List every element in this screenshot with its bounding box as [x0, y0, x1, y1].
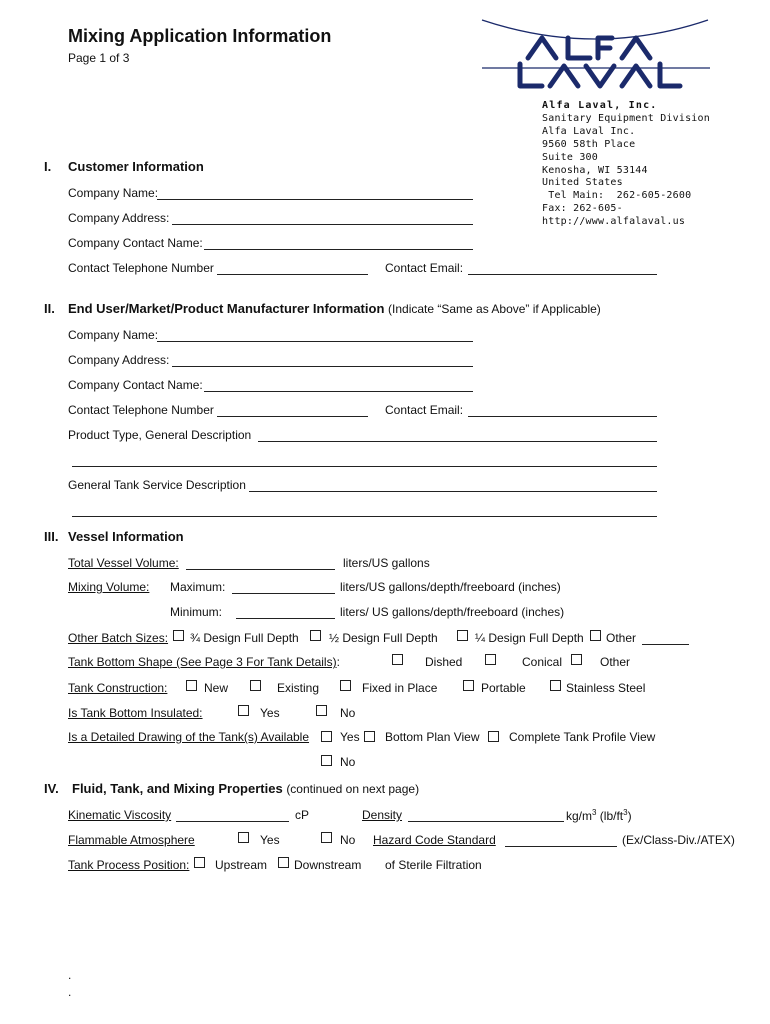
bottom-plan-label: Bottom Plan View [385, 730, 480, 744]
upstream-checkbox[interactable] [194, 857, 205, 868]
dished-checkbox[interactable] [392, 654, 403, 665]
address-company-name: Alfa Laval, Inc. [542, 100, 658, 111]
s1-company-address-field[interactable] [172, 224, 473, 225]
flammable-no-checkbox[interactable] [321, 832, 332, 843]
portable-checkbox[interactable] [463, 680, 474, 691]
bottom-shape-colon: : [336, 655, 340, 669]
total-volume-label: Total Vessel Volume: [68, 556, 179, 570]
batch-other-field[interactable] [642, 644, 689, 645]
viscosity-label: Kinematic Viscosity [68, 808, 172, 822]
upstream-label: Upstream [215, 858, 268, 872]
address-suite: Suite 300 [542, 151, 598, 163]
s2-telephone-label: Contact Telephone Number [68, 403, 214, 417]
construction-label: Tank Construction: [68, 681, 168, 695]
s1-email-label: Contact Email: [385, 261, 464, 275]
sterile-filtration-label: of Sterile Filtration [385, 858, 482, 872]
address-fax: Fax: 262-605- [542, 203, 623, 215]
footer-dot-2: . [68, 985, 72, 999]
batch-12-checkbox[interactable] [310, 630, 321, 641]
insulated-no-checkbox[interactable] [316, 705, 327, 716]
s2-contact-name-label: Company Contact Name: [68, 378, 203, 392]
flammable-no-label: No [340, 833, 356, 847]
density-sup-1: 3 [592, 808, 597, 817]
batch-34-label: ¾ Design Full Depth [190, 631, 299, 645]
s1-telephone-label: Contact Telephone Number [68, 261, 214, 275]
s1-company-name-label: Company Name: [68, 186, 159, 200]
footer-dot-1: . [68, 968, 72, 982]
minimum-unit: liters/ US gallons/depth/freeboard (inches) [340, 605, 565, 619]
section1-title: Customer Information [68, 159, 204, 174]
mixing-volume-label: Mixing Volume: [68, 580, 150, 594]
minimum-field[interactable] [236, 618, 335, 619]
maximum-field[interactable] [232, 593, 335, 594]
address-street: 9560 58th Place [542, 138, 636, 150]
conical-label: Conical [522, 655, 563, 669]
maximum-unit: liters/US gallons/depth/freeboard (inches) [340, 580, 561, 594]
bottom-shape-label [68, 655, 340, 669]
new-checkbox[interactable] [186, 680, 197, 691]
flammable-yes-label: Yes [260, 833, 280, 847]
portable-label: Portable [481, 681, 526, 695]
fixed-label: Fixed in Place [362, 681, 438, 695]
insulated-yes-checkbox[interactable] [238, 705, 249, 716]
density-sup-2: 3 [623, 808, 628, 817]
s1-company-address-label: Company Address: [68, 211, 170, 225]
s2-email-label: Contact Email: [385, 403, 464, 417]
batch-14-label: ¼ Design Full Depth [475, 631, 584, 645]
drawing-label: Is a Detailed Drawing of the Tank(s) Available [68, 730, 310, 744]
s2-company-name-field[interactable] [157, 341, 473, 342]
process-position-label: Tank Process Position: [68, 858, 190, 872]
profile-view-checkbox[interactable] [488, 731, 499, 742]
insulated-yes-label: Yes [260, 706, 280, 720]
insulated-label: Is Tank Bottom Insulated: [68, 706, 203, 720]
fixed-checkbox[interactable] [340, 680, 351, 691]
hazard-field[interactable] [505, 846, 617, 847]
address-company: Alfa Laval Inc. [542, 125, 636, 137]
section4-number: IV. [44, 781, 59, 796]
s2-product-type-field-2[interactable] [72, 466, 657, 467]
s2-company-address-field[interactable] [172, 366, 473, 367]
density-unit [566, 808, 632, 823]
new-label: New [204, 681, 229, 695]
section2-number: II. [44, 301, 55, 316]
page-number: Page 1 of 3 [68, 51, 130, 65]
address-division: Sanitary Equipment Division [542, 112, 710, 124]
address-url[interactable]: http://www.alfalaval.us [542, 216, 686, 228]
drawing-no-label: No [340, 755, 356, 769]
bottom-shape-text: Tank Bottom Shape (See Page 3 For Tank Details) [68, 655, 337, 669]
existing-checkbox[interactable] [250, 680, 261, 691]
section1-number: I. [44, 159, 52, 174]
s1-telephone-field[interactable] [217, 274, 368, 275]
downstream-checkbox[interactable] [278, 857, 289, 868]
s2-product-type-field[interactable] [258, 441, 657, 442]
s2-contact-name-field[interactable] [204, 391, 473, 392]
s1-email-field[interactable] [468, 274, 657, 275]
viscosity-field[interactable] [176, 821, 289, 822]
density-unit-kg: kg/m [566, 809, 593, 823]
total-volume-field[interactable] [186, 569, 335, 570]
address-city: Kenosha, WI 53144 [542, 164, 648, 176]
s1-contact-name-label: Company Contact Name: [68, 236, 203, 250]
profile-view-label: Complete Tank Profile View [509, 730, 656, 744]
s2-company-address-label: Company Address: [68, 353, 170, 367]
density-unit-close: ) [627, 809, 632, 823]
section2-note: (Indicate “Same as Above” if Applicable) [388, 302, 601, 316]
alfa-laval-logo [480, 14, 712, 94]
batch-12-label: ½ Design Full Depth [329, 631, 438, 645]
maximum-label: Maximum: [170, 580, 226, 594]
section4-note: (continued on next page) [286, 782, 420, 796]
density-field[interactable] [408, 821, 564, 822]
address-tel: Tel Main: 262-605-2600 [542, 190, 692, 202]
address-country: United States [542, 177, 623, 189]
s2-email-field[interactable] [468, 416, 657, 417]
insulated-no-label: No [340, 706, 356, 720]
hazard-label: Hazard Code Standard [373, 833, 496, 847]
section2-title: End User/Market/Product Manufacturer Information [68, 301, 385, 316]
drawing-yes-label: Yes [340, 730, 360, 744]
s2-product-type-label: Product Type, General Description [68, 428, 252, 442]
page-title: Mixing Application Information [68, 26, 332, 46]
downstream-label: Downstream [294, 858, 362, 872]
s2-tank-service-field-2[interactable] [72, 516, 657, 517]
density-unit-lb: (lb/ft [596, 809, 624, 823]
flammable-yes-checkbox[interactable] [238, 832, 249, 843]
s2-tank-service-field[interactable] [249, 491, 657, 492]
batch-14-checkbox[interactable] [457, 630, 468, 641]
stainless-checkbox[interactable] [550, 680, 561, 691]
batch-other-label: Other [606, 631, 637, 645]
s2-company-name-label: Company Name: [68, 328, 159, 342]
shape-other-checkbox[interactable] [571, 654, 582, 665]
batch-other-checkbox[interactable] [590, 630, 601, 641]
s1-company-name-field[interactable] [157, 199, 473, 200]
batch-34-checkbox[interactable] [173, 630, 184, 641]
bottom-plan-checkbox[interactable] [364, 731, 375, 742]
stainless-label: Stainless Steel [566, 681, 646, 695]
section4-heading [72, 781, 419, 796]
section3-title: Vessel Information [68, 529, 184, 544]
density-label: Density [362, 808, 403, 822]
s2-telephone-field[interactable] [217, 416, 368, 417]
s1-contact-name-field[interactable] [204, 249, 473, 250]
section2-heading [68, 301, 601, 316]
section4-title: Fluid, Tank, and Mixing Properties [72, 781, 283, 796]
minimum-label: Minimum: [170, 605, 223, 619]
total-volume-unit: liters/US gallons [343, 556, 430, 570]
s2-tank-service-label: General Tank Service Description [68, 478, 246, 492]
viscosity-unit: cP [295, 808, 310, 822]
company-address-block [542, 100, 710, 229]
existing-label: Existing [277, 681, 320, 695]
dished-label: Dished [425, 655, 463, 669]
shape-other-label: Other [600, 655, 631, 669]
drawing-yes-checkbox[interactable] [321, 731, 332, 742]
flammable-label: Flammable Atmosphere [68, 833, 195, 847]
hazard-unit: (Ex/Class-Div./ATEX) [622, 833, 735, 847]
conical-checkbox[interactable] [485, 654, 496, 665]
batch-sizes-label: Other Batch Sizes: [68, 631, 169, 645]
drawing-no-checkbox[interactable] [321, 755, 332, 766]
section3-number: III. [44, 529, 59, 544]
